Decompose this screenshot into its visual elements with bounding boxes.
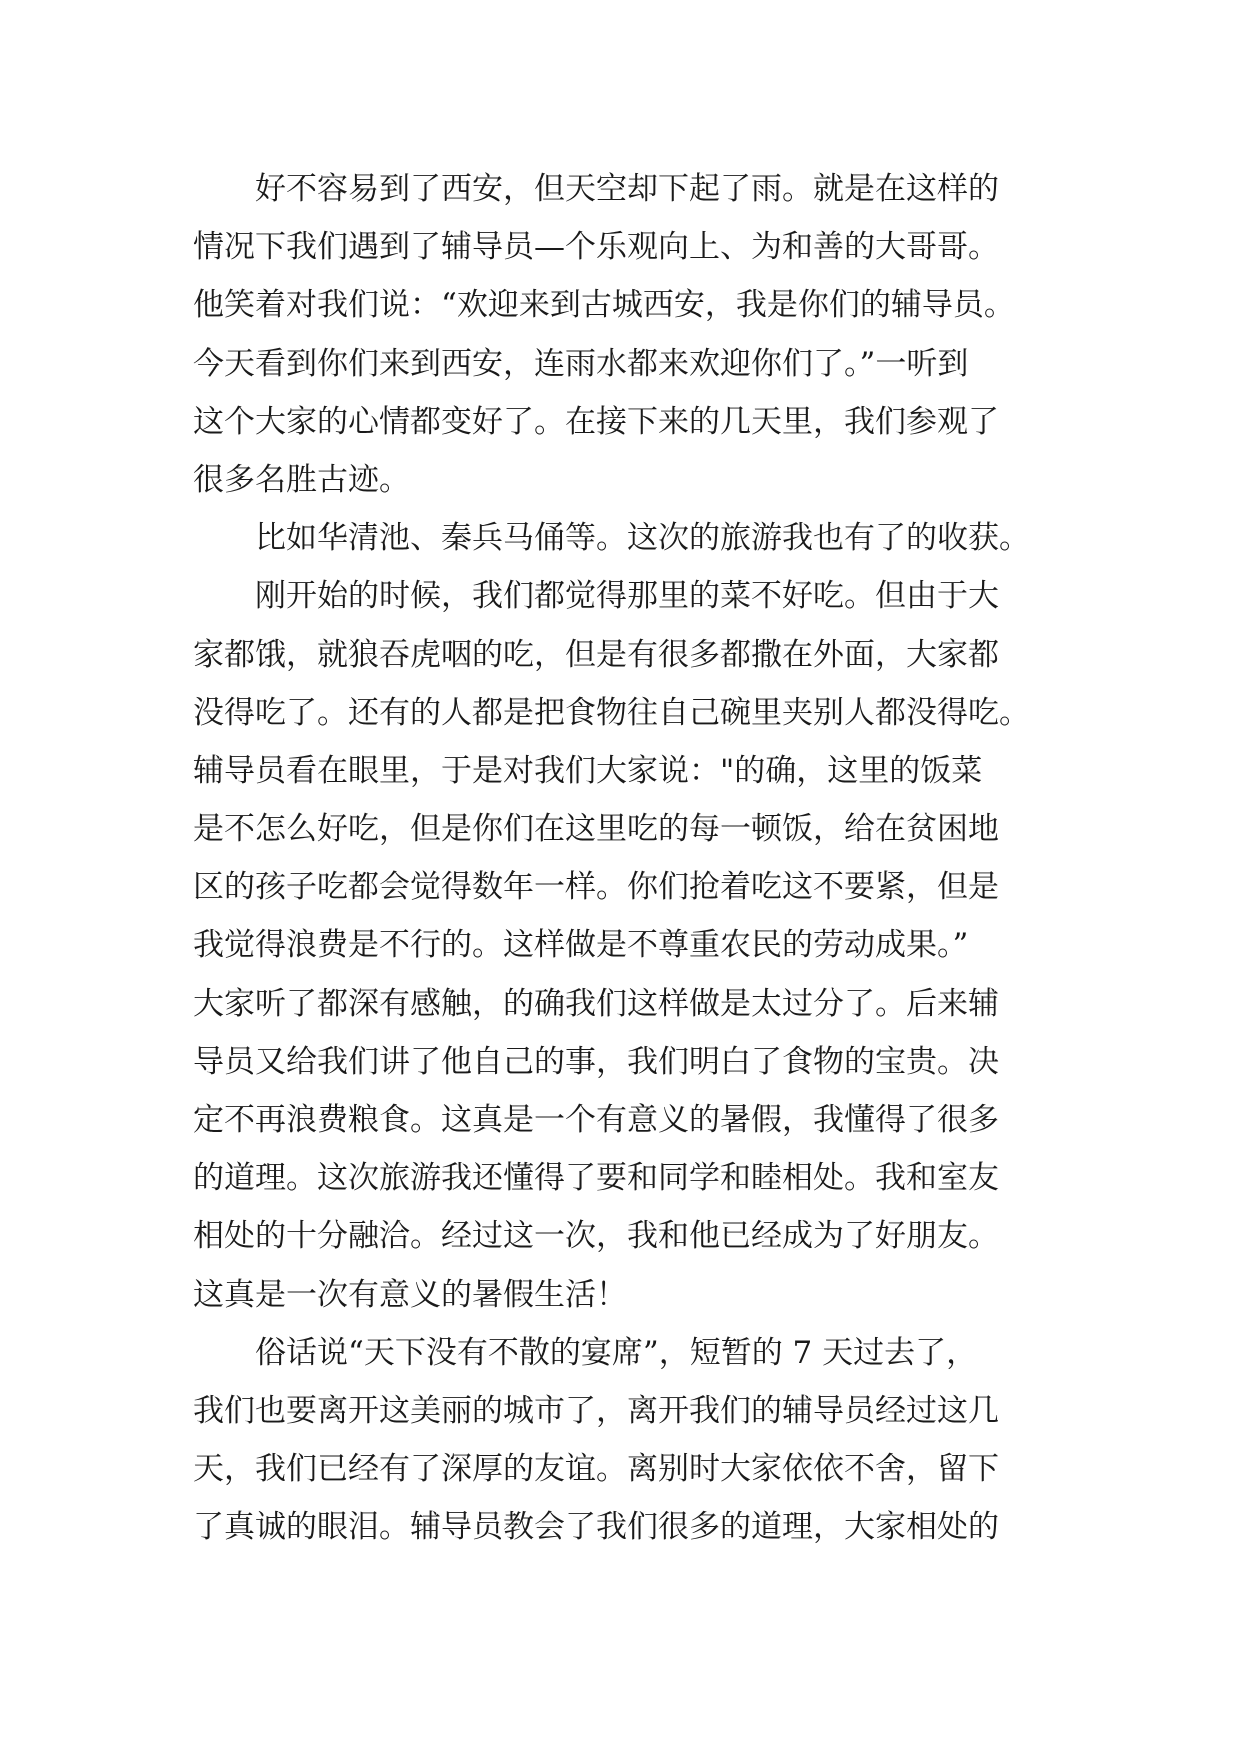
paragraph-line: 的道理。这次旅游我还懂得了要和同学和睦相处。我和室友: [193, 1160, 999, 1197]
paragraph-line: 很多名胜古迹。: [193, 461, 410, 498]
paragraph-line: 相处的十分融洽。经过这一次，我和他已经成为了好朋友。: [193, 1218, 999, 1255]
paragraph-line: 我觉得浪费是不行的。这样做是不尊重农民的劳动成果。”: [193, 927, 969, 964]
paragraph-line: 天，我们已经有了深厚的友谊。离别时大家依依不舍，留下: [193, 1451, 999, 1488]
paragraph-line: 了真诚的眼泪。辅导员教会了我们很多的道理，大家相处的: [193, 1509, 999, 1546]
paragraph-line: 刚开始的时候，我们都觉得那里的菜不好吃。但由于大: [255, 578, 999, 615]
paragraph-line: 导员又给我们讲了他自己的事，我们明白了食物的宝贵。决: [193, 1043, 999, 1080]
paragraph-line: 没得吃了。还有的人都是把食物往自己碗里夹别人都没得吃。: [193, 694, 1030, 731]
paragraph-line: 这真是一次有意义的暑假生活！: [193, 1276, 627, 1313]
paragraph-line: 俗话说“天下没有不散的宴席”，短暂的 7 天过去了，: [255, 1334, 978, 1371]
paragraph-line: 家都饿，就狼吞虎咽的吃，但是有很多都撒在外面，大家都: [193, 636, 999, 673]
paragraph-line: 好不容易到了西安，但天空却下起了雨。就是在这样的: [255, 171, 999, 207]
paragraph-line: 我们也要离开这美丽的城市了，离开我们的辅导员经过这几: [193, 1392, 999, 1429]
paragraph-line: 他笑着对我们说：“欢迎来到古城西安，我是你们的辅导员。: [193, 287, 1015, 324]
paragraph-line: 是不怎么好吃，但是你们在这里吃的每一顿饭，给在贫困地: [193, 811, 999, 848]
paragraph-line: 比如华清池、秦兵马俑等。这次的旅游我也有了的收获。: [255, 520, 1030, 557]
paragraph-line: 今天看到你们来到西安，连雨水都来欢迎你们了。”一听到: [193, 345, 969, 382]
paragraph-line: 辅导员看在眼里，于是对我们大家说："的确，这里的饭菜: [193, 752, 983, 789]
paragraph-line: 情况下我们遇到了辅导员—个乐观向上、为和善的大哥哥。: [193, 229, 999, 266]
paragraph-line: 定不再浪费粮食。这真是一个有意义的暑假，我懂得了很多: [193, 1102, 999, 1138]
document-body: [193, 160, 1073, 1557]
paragraph-line: 大家听了都深有感触，的确我们这样做是太过分了。后来辅: [193, 985, 999, 1022]
paragraph-line: 区的孩子吃都会觉得数年一样。你们抢着吃这不要紧，但是: [193, 869, 999, 906]
paragraph-line: 这个大家的心情都变好了。在接下来的几天里，我们参观了: [193, 403, 999, 440]
